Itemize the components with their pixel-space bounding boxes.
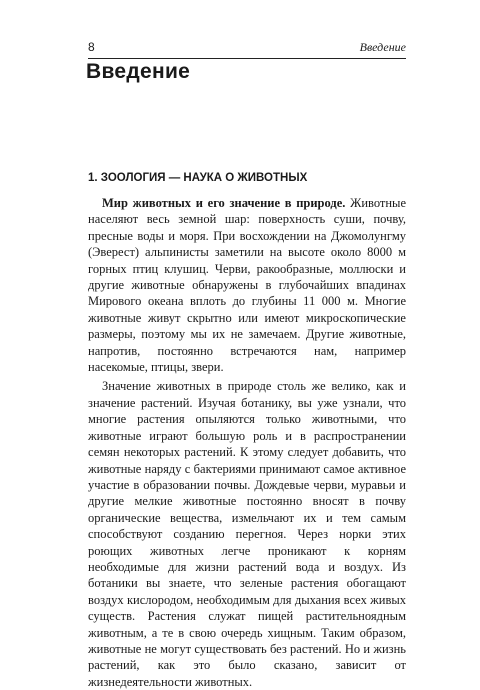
paragraph-text: Значение животных в природе столь же велико, как и значение растений. Изучая ботанику, вы уже узнали, что многие растения опыляются только животными, что животные играют большую роль и в распространении семян некоторых растений. К этому следует добавить, что животные наряду с бактериями принимают самое активное участие в образовании почвы. Дождевые черви, муравьи и другие мелкие животные постоянно вносят в почву органические вещества, измельчают их и тем самым способствуют созданию перегноя. Через норки этих роющих животных легче проникают к корням необходимые для жизни растений вода и воздух. Из ботаники вы знаете, что зеленые растения обогащают воздух кислородом, необходимым для дыхания всех живых существ. Растения служат пищей растительноядным животным, а те в свою очередь хищным. Таким образом, животные не могут существовать без растений. Но и жизнь растений, как это было сказано, зависит от жизнедеятельности животных. <box>88 379 406 689</box>
running-header <box>88 40 406 56</box>
paragraph-1 <box>88 195 406 375</box>
running-title: Введение <box>359 40 406 54</box>
chapter-title: Введение <box>86 60 191 83</box>
header-rule <box>88 58 406 59</box>
page-number: 8 <box>88 40 95 54</box>
paragraph-lead-in: Мир животных и его значение в природе. <box>102 196 346 210</box>
section-title: 1. ЗООЛОГИЯ — НАУКА О ЖИВОТНЫХ <box>88 172 308 184</box>
paragraph-text: Животные населяют весь земной шар: поверхность суши, почву, пресные воды и моря. При восхождении на Джомолунгму (Эверест) альпинисты заметили на высоте около 8000 м горных птиц клушиц. Черви, ракообразные, моллюски и другие животные обнаружены в глубочайших впадинах Мирового океана вплоть до глубины 11 000 м. Многие животные живут скрытно или имеют микроскопические размеры, поэтому мы их не замечаем. Другие животные, напротив, постоянно встречаются нам, например насекомые, птицы, звери. <box>88 196 407 375</box>
body-text <box>88 195 406 690</box>
paragraph-2 <box>88 378 406 690</box>
